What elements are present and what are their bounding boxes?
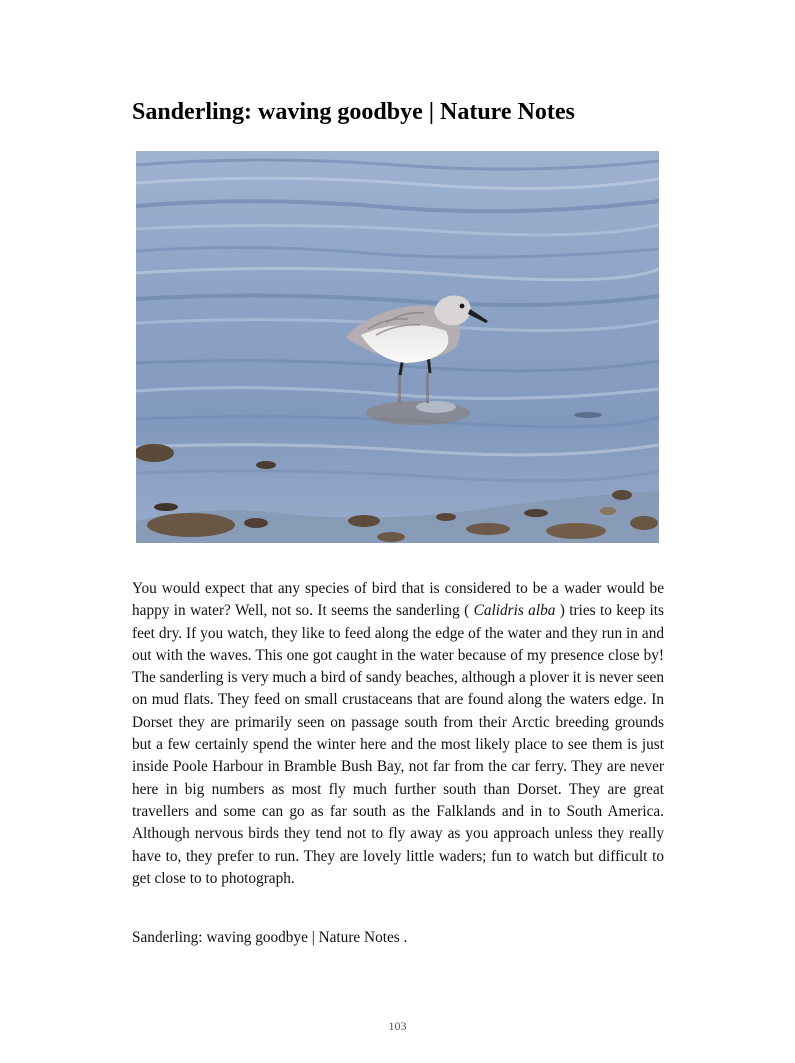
article-text-before: You would expect that any species of bird that is considered to be a wader would be happy in water? Well, not so. It seems the sanderling (	[132, 580, 664, 620]
source-line: Sanderling: waving goodbye | Nature Notes .	[132, 929, 408, 946]
species-latin-name: Calidris alba	[473, 602, 556, 620]
sanderling-photo	[136, 151, 659, 543]
page-number: 103	[388, 1019, 407, 1033]
article-body	[132, 578, 664, 890]
article-text-after: ) tries to keep its feet dry. If you watch, they like to feed along the edge of the water and they run in and out with the waves. This one got caught in the water because of my presence close by! The sanderling is very much a bird of sandy beaches, although a plover it is never seen on mud flats. They feed on small crustaceans that are found along the waters edge. In Dorset they are primarily seen on passage south from their Arctic breeding grounds but a few certainly spend the winter here and the most likely place to see them is just inside Poole Harbour in Bramble Bush Bay, not far from the car ferry. They are never here in big numbers as most fly much further south than Dorset. They are great travellers and some can go as far south as the Falklands and in to South America. Although nervous birds they tend not to fly away as you approach unless they really have to, they prefer to run. They are lovely little waders; fun to watch but difficult to get close to to photograph.	[132, 602, 665, 887]
page-title: Sanderling: waving goodbye | Nature Notes	[132, 99, 575, 125]
